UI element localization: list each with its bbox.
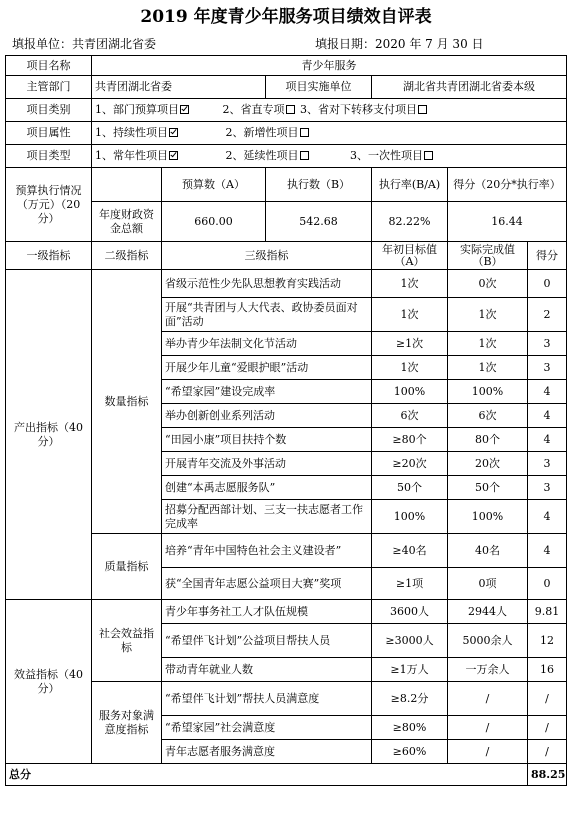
indicator-actual: 40名: [448, 534, 528, 568]
indicator-name: “希望伴飞计划”帮扶人员满意度: [162, 682, 372, 716]
indicator-name: “希望伴飞计划”公益项目帮扶人员: [162, 624, 372, 658]
attribute-label: 项目属性: [6, 122, 92, 145]
indicator-score: 4: [528, 534, 567, 568]
indicator-score: 16: [528, 658, 567, 682]
header-level3: 三级指标: [162, 242, 372, 270]
checked-box-icon: [169, 128, 178, 137]
indicator-target: ≥80个: [372, 428, 448, 452]
indicator-name: “田园小康”项目扶持个数: [162, 428, 372, 452]
empty-box-icon: [300, 151, 309, 160]
indicator-target: ≥1次: [372, 332, 448, 356]
impl-label: 项目实施单位: [266, 76, 372, 99]
indicator-name: 青年志愿者服务满意度: [162, 740, 372, 764]
checked-box-icon: [169, 151, 178, 160]
indicator-actual: 2944人: [448, 600, 528, 624]
indicator-actual: /: [448, 740, 528, 764]
category-option-2: 2、省直专项: [223, 103, 297, 116]
indicator-target: 1次: [372, 356, 448, 380]
category-label: 项目类别: [6, 99, 92, 122]
indicator-target: ≥1万人: [372, 658, 448, 682]
header-actual: 实际完成值（B）: [448, 242, 528, 270]
budget-blank-cell: [92, 168, 162, 202]
benefit-indicator-label: 效益指标（40分）: [6, 600, 92, 764]
row-type: [6, 145, 567, 168]
indicator-target: 100%: [372, 380, 448, 404]
indicator-score: 4: [528, 380, 567, 404]
quality-indicator-label: 质量指标: [92, 534, 162, 600]
indicator-target: ≥60%: [372, 740, 448, 764]
row-budget-header: [6, 168, 567, 202]
indicator-score: 4: [528, 428, 567, 452]
indicator-name: 带动青年就业人数: [162, 658, 372, 682]
exec-rate: 82.22%: [372, 202, 448, 242]
budget-header-b: 执行数（B）: [266, 168, 372, 202]
attribute-option-2: 2、新增性项目: [226, 126, 311, 139]
dept-value: 共青团湖北省委: [92, 76, 266, 99]
header-level2: 二级指标: [92, 242, 162, 270]
indicator-target: ≥8.2分: [372, 682, 448, 716]
budget-row-label: 年度财政资金总额: [92, 202, 162, 242]
budget-header-score: 得分（20分*执行率）: [448, 168, 567, 202]
filing-date: 填报日期：2020 年 7 月 30 日: [315, 37, 484, 51]
indicator-name: “希望家园”社会满意度: [162, 716, 372, 740]
indicator-target: ≥40名: [372, 534, 448, 568]
empty-box-icon: [418, 105, 427, 114]
indicator-target: ≥20次: [372, 452, 448, 476]
indicator-actual: /: [448, 682, 528, 716]
indicator-name: 省级示范性少先队思想教育实践活动: [162, 270, 372, 298]
indicator-score: 3: [528, 476, 567, 500]
indicator-actual: 0项: [448, 568, 528, 600]
indicator-name: 举办青少年法制文化节活动: [162, 332, 372, 356]
indicator-target: ≥3000人: [372, 624, 448, 658]
indicator-name: 创建“本禹志愿服务队”: [162, 476, 372, 500]
evaluation-table: [5, 55, 567, 786]
indicator-target: 100%: [372, 500, 448, 534]
indicator-actual: 100%: [448, 380, 528, 404]
row-indicator-header: [6, 242, 567, 270]
quantity-indicator-label: 数量指标: [92, 270, 162, 534]
budget-header-a: 预算数（A）: [162, 168, 266, 202]
table-row: [6, 270, 567, 298]
indicator-name: 开展“共青团与人大代表、政协委员面对面”活动: [162, 298, 372, 332]
indicator-score: 3: [528, 356, 567, 380]
output-indicator-label: 产出指标（40分）: [6, 270, 92, 600]
indicator-score: /: [528, 716, 567, 740]
project-name-label: 项目名称: [6, 56, 92, 76]
satisfaction-indicator-label: 服务对象满意度指标: [92, 682, 162, 764]
indicator-score: 0: [528, 568, 567, 600]
type-option-3: 3、一次性项目: [350, 149, 435, 162]
indicator-actual: /: [448, 716, 528, 740]
header-level1: 一级指标: [6, 242, 92, 270]
empty-box-icon: [286, 105, 295, 114]
type-label: 项目类型: [6, 145, 92, 168]
indicator-score: 2: [528, 298, 567, 332]
dept-label: 主管部门: [6, 76, 92, 99]
indicator-target: 1次: [372, 270, 448, 298]
empty-box-icon: [424, 151, 433, 160]
attribute-options: [92, 122, 567, 145]
indicator-score: 0: [528, 270, 567, 298]
row-category: [6, 99, 567, 122]
row-total: [6, 764, 567, 786]
indicator-actual: 20次: [448, 452, 528, 476]
row-department: [6, 76, 567, 99]
indicator-actual: 6次: [448, 404, 528, 428]
category-option-3: 3、省对下转移支付项目: [300, 103, 429, 116]
indicator-target: 50个: [372, 476, 448, 500]
category-options: [92, 99, 567, 122]
indicator-score: 4: [528, 404, 567, 428]
social-benefit-label: 社会效益指标: [92, 600, 162, 682]
indicator-target: 3600人: [372, 600, 448, 624]
type-option-2: 2、延续性项目: [226, 149, 311, 162]
indicator-actual: 0次: [448, 270, 528, 298]
project-name-value: 青少年服务: [92, 56, 567, 76]
budget-header-rate: 执行率(B/A): [372, 168, 448, 202]
indicator-actual: 80个: [448, 428, 528, 452]
table-row: [6, 600, 567, 624]
indicator-name: 获“全国青年志愿公益项目大赛”奖项: [162, 568, 372, 600]
total-score: 88.25: [528, 764, 567, 786]
indicator-score: 3: [528, 332, 567, 356]
indicator-score: 9.81: [528, 600, 567, 624]
indicator-name: 开展青年交流及外事活动: [162, 452, 372, 476]
indicator-target: ≥1项: [372, 568, 448, 600]
indicator-name: 举办创新创业系列活动: [162, 404, 372, 428]
row-project-name: [6, 56, 567, 76]
type-options: [92, 145, 567, 168]
indicator-actual: 一万余人: [448, 658, 528, 682]
budget-label: 预算执行情况（万元）（20分）: [6, 168, 92, 242]
indicator-name: “希望家园”建设完成率: [162, 380, 372, 404]
indicator-target: ≥80%: [372, 716, 448, 740]
indicator-name: 青少年事务社工人才队伍规模: [162, 600, 372, 624]
indicator-score: /: [528, 682, 567, 716]
page-title: 2019 年度青少年服务项目绩效自评表: [140, 7, 432, 27]
row-attribute: [6, 122, 567, 145]
indicator-name: 开展少年儿童“爱眼护眼”活动: [162, 356, 372, 380]
budget-score: 16.44: [448, 202, 567, 242]
category-option-1: 1、部门预算项目: [95, 103, 191, 116]
indicator-score: 12: [528, 624, 567, 658]
impl-value: 湖北省共青团湖北省委本级: [372, 76, 567, 99]
indicator-score: 4: [528, 500, 567, 534]
checked-box-icon: [180, 105, 189, 114]
indicator-name: 招募分配西部计划、三支一扶志愿者工作完成率: [162, 500, 372, 534]
indicator-actual: 5000余人: [448, 624, 528, 658]
indicator-actual: 1次: [448, 332, 528, 356]
exec-amount: 542.68: [266, 202, 372, 242]
header-score: 得分: [528, 242, 567, 270]
indicator-score: 3: [528, 452, 567, 476]
indicator-actual: 100%: [448, 500, 528, 534]
indicator-target: 1次: [372, 298, 448, 332]
attribute-option-1: 1、持续性项目: [95, 126, 180, 139]
indicator-actual: 50个: [448, 476, 528, 500]
budget-amount: 660.00: [162, 202, 266, 242]
indicator-actual: 1次: [448, 356, 528, 380]
indicator-score: /: [528, 740, 567, 764]
indicator-target: 6次: [372, 404, 448, 428]
filing-unit: 填报单位：共青团湖北省委: [12, 37, 157, 51]
indicator-actual: 1次: [448, 298, 528, 332]
type-option-1: 1、常年性项目: [95, 149, 180, 162]
header-target: 年初目标值（A）: [372, 242, 448, 270]
indicator-name: 培养“青年中国特色社会主义建设者”: [162, 534, 372, 568]
total-label: 总分: [6, 764, 528, 786]
empty-box-icon: [300, 128, 309, 137]
